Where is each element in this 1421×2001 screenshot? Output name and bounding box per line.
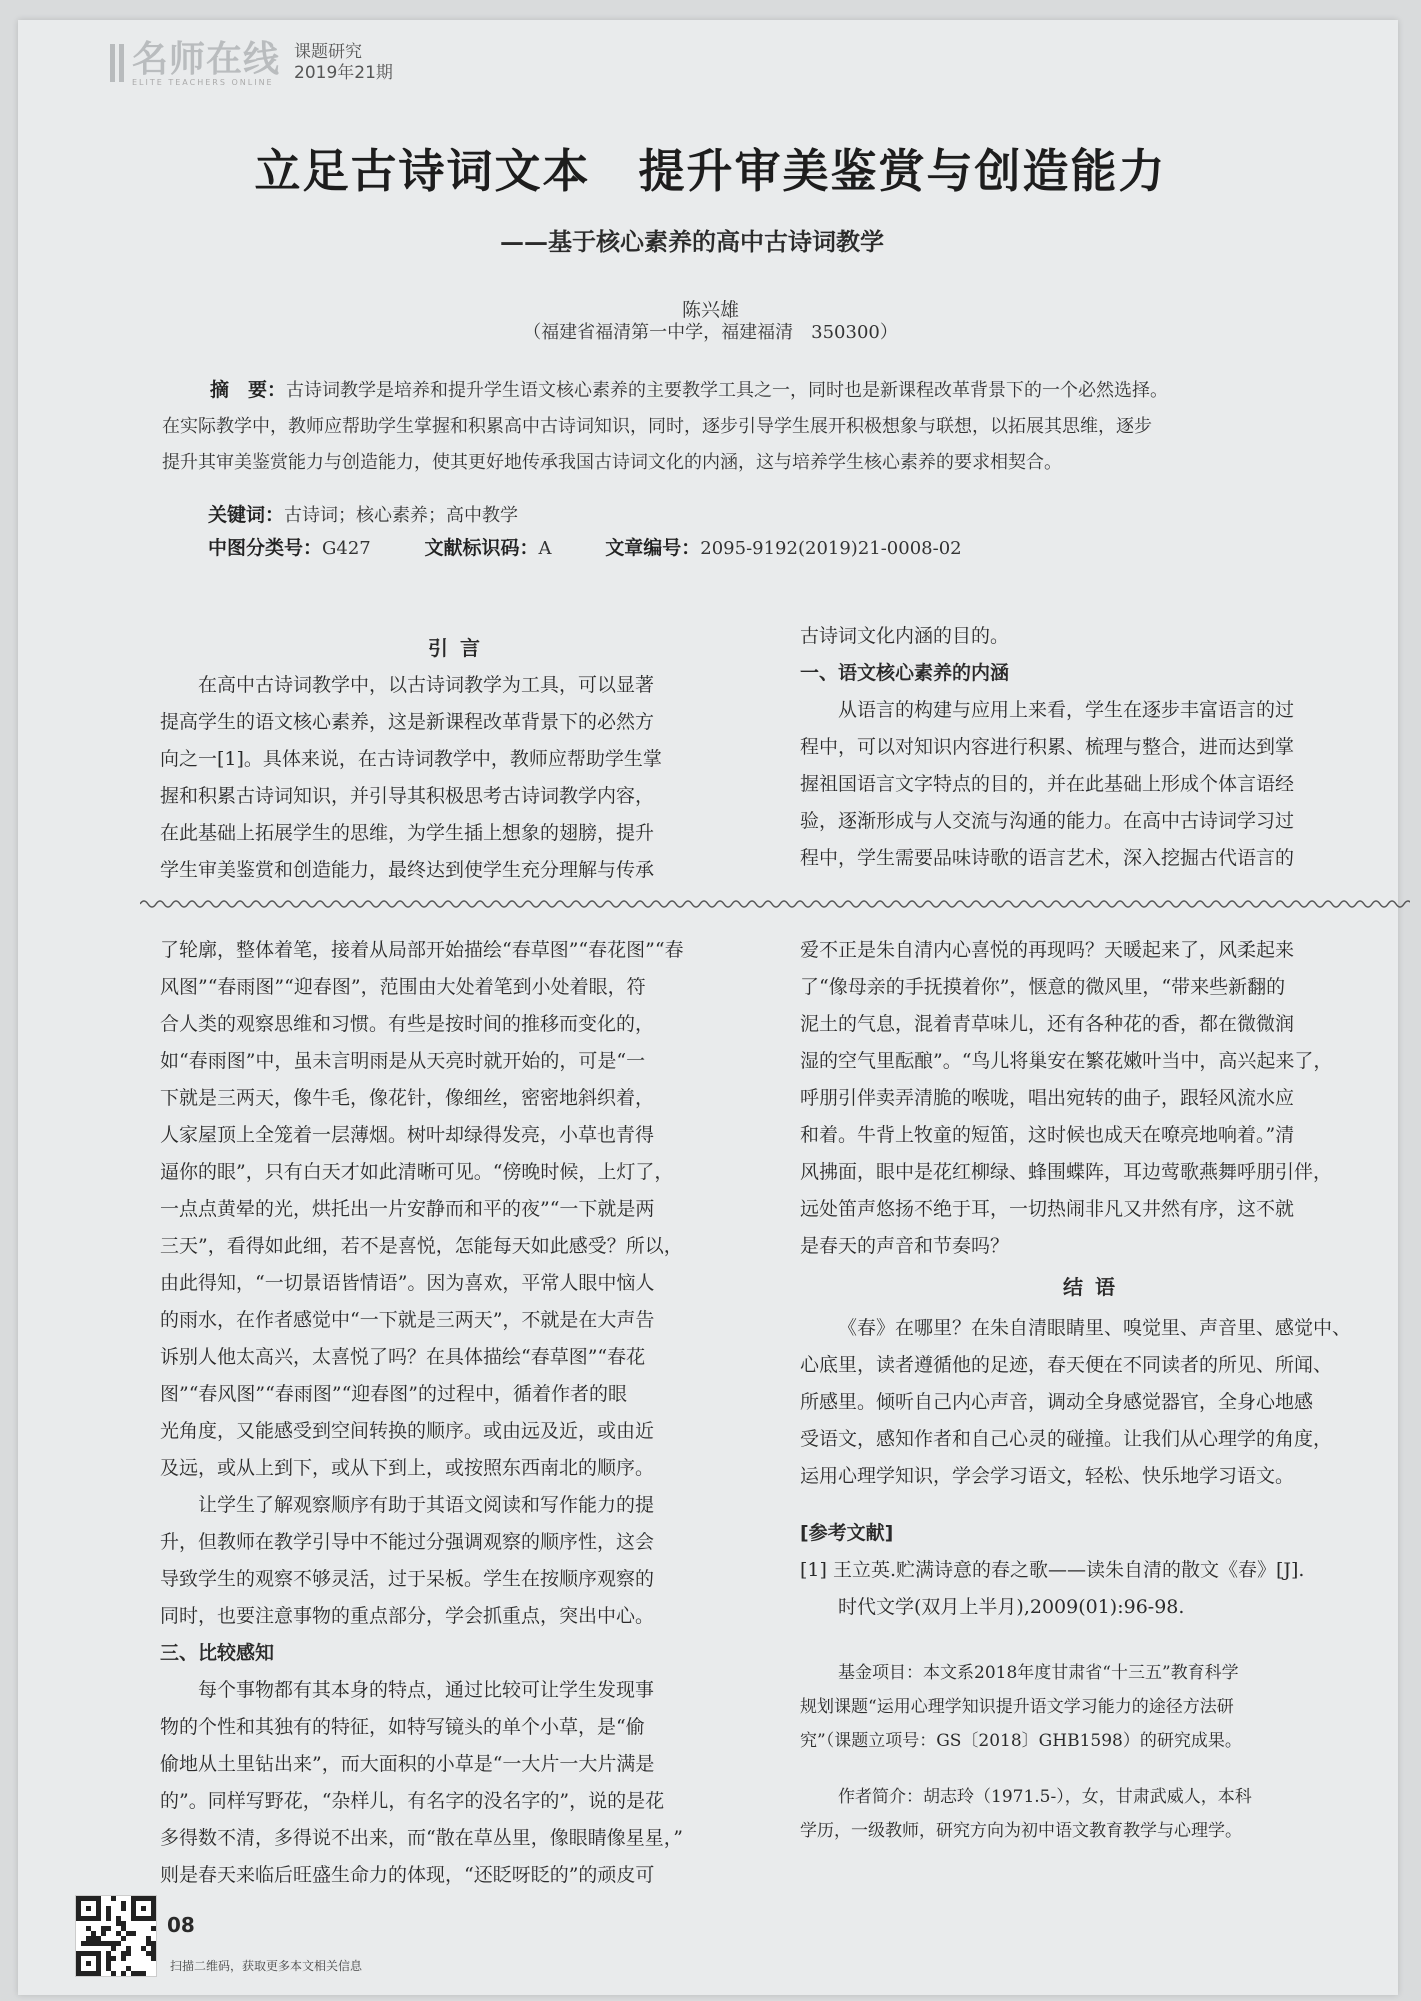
text-line: 及远，或从上到下，或从下到上，或按照东西南北的顺序。	[160, 1457, 655, 1479]
text-line: 向之一[1]。具体来说，在古诗词教学中，教师应帮助学生掌	[160, 748, 662, 770]
text-line: 古诗词文化内涵的目的。	[800, 625, 1010, 647]
text-line: 和着。牛背上牧童的短笛，这时候也成天在嘹亮地响着。”清	[800, 1124, 1295, 1146]
text-line: 程中，学生需要品味诗歌的语言艺术，深入挖掘古代语言的	[800, 847, 1295, 869]
page-footer	[75, 1895, 363, 1977]
text-line: 偷地从土里钻出来”，而大面积的小草是“一大片一大片满是	[160, 1753, 655, 1775]
text-line: 逼你的眼”，只有白天才如此清晰可见。“傍晚时候，上灯了，	[160, 1161, 674, 1183]
text-line: 所感里。倾听自己内心声音，调动全身感觉器官，全身心地感	[800, 1391, 1314, 1413]
author-affiliation: （福建省福清第一中学，福建福清 350300）	[523, 322, 898, 343]
reference-item: [1] 王立英.贮满诗意的春之歌——读朱自清的散文《春》[J].	[800, 1559, 1305, 1581]
text-line: 人家屋顶上全笼着一层薄烟。树叶却绿得发亮，小草也青得	[160, 1124, 655, 1146]
text-line: 从语言的构建与应用上来看，学生在逐步丰富语言的过	[838, 699, 1295, 721]
reference-item: 时代文学(双月上半月),2009(01):96-98.	[800, 1596, 1185, 1618]
text-line: 了轮廓，整体着笔，接着从局部开始描绘“春草图”“春花图”“春	[160, 939, 684, 961]
section-heading-1: 一、语文核心素养的内涵	[800, 662, 1010, 684]
text-line: 的”。同样写野花，“杂样儿，有名字的没名字的”，说的是花	[160, 1790, 665, 1812]
text-line: 提高学生的语文核心素养，这是新课程改革背景下的必然方	[160, 711, 655, 733]
text-line: 风图”“春雨图”“迎春图”，范围由大处着笔到小处着眼，符	[160, 976, 646, 998]
text-line: 湿的空气里酝酿”。“鸟儿将巢安在繁花嫩叶当中，高兴起来了，	[800, 1050, 1333, 1072]
text-line: 图”“春风图”“春雨图”“迎春图”的过程中，循着作者的眼	[160, 1383, 627, 1405]
text-line: 验，逐渐形成与人交流与沟通的能力。在高中古诗词学习过	[800, 810, 1295, 832]
text-line: 多得数不清，多得说不出来，而“散在草丛里，像眼睛像星星，”	[160, 1827, 683, 1849]
author-name: 陈兴雄	[681, 299, 739, 321]
text-line: 握祖国语言文字特点的目的，并在此基础上形成个体言语经	[800, 773, 1295, 795]
text-line: 下就是三两天，像牛毛，像花针，像细丝，密密地斜织着，	[160, 1087, 655, 1109]
keywords	[208, 500, 518, 527]
lower-right-column	[800, 932, 1390, 1848]
fund-line: 基金项目：本文系2018年度甘肃省“十三五”教育科学	[838, 1663, 1239, 1683]
text-line: 同时，也要注意事物的重点部分，学会抓重点，突出中心。	[160, 1605, 655, 1627]
journal-meta	[294, 42, 393, 84]
text-line: 的雨水，在作者感觉中“一下就是三两天”，不就是在大声告	[160, 1309, 655, 1331]
article-subtitle: ——基于核心素养的高中古诗词教学	[500, 227, 884, 256]
text-line: 了“像母亲的手抚摸着你”，惬意的微风里，“带来些新翻的	[800, 976, 1286, 998]
section-name: 课题研究	[294, 42, 363, 62]
text-line: 《春》在哪里？在朱自清眼睛里、嗅觉里、声音里、感觉中、	[838, 1317, 1352, 1339]
journal-logo: 名师在线 ELITE TEACHERS ONLINE	[132, 39, 281, 87]
article-number: 2095-9192(2019)21-0008-02	[700, 538, 962, 559]
page-number: 08	[167, 1913, 195, 1937]
journal-header	[110, 40, 393, 87]
intro-heading: 引言	[428, 636, 492, 660]
intro-section	[160, 630, 760, 889]
wavy-divider	[140, 898, 1410, 910]
doc-code: A	[538, 538, 552, 559]
text-line: 光角度，又能感受到空间转换的顺序。或由远及近，或由近	[160, 1420, 655, 1442]
core-literacy-section	[800, 618, 1390, 877]
text-line: 握和积累古诗词知识，并引导其积极思考古诗词教学内容，	[160, 785, 655, 807]
text-line: 诉别人他太高兴，太喜悦了吗？在具体描绘“春草图”“春花	[160, 1346, 646, 1368]
text-line: 是春天的声音和节奏吗？	[800, 1235, 1010, 1257]
text-line: 程中，可以对知识内容进行积累、梳理与整合，进而达到掌	[800, 736, 1295, 758]
text-line: 运用心理学知识，学会学习语文，轻松、快乐地学习语文。	[800, 1465, 1295, 1487]
bio-line: 学历，一级教师，研究方向为初中语文教育教学与心理学。	[800, 1821, 1242, 1841]
qr-caption: 扫描二维码，获取更多本文相关信息	[170, 1959, 363, 1973]
clc-code: G427	[322, 538, 371, 559]
text-line: 呼朋引伴卖弄清脆的喉咙，唱出宛转的曲子，跟轻风流水应	[800, 1087, 1295, 1109]
abstract-label: 摘 要：	[210, 379, 287, 401]
text-line: 每个事物都有其本身的特点，通过比较可让学生发现事	[198, 1679, 655, 1701]
keywords-text: 古诗词；核心素养；高中教学	[284, 505, 519, 526]
conclusion-heading: 结语	[1063, 1275, 1127, 1299]
lower-left-column	[160, 932, 760, 1894]
keywords-label: 关键词：	[208, 504, 285, 526]
text-line: 风拂面，眼中是花红柳绿、蜂围蝶阵，耳边莺歌燕舞呼朋引伴，	[800, 1161, 1333, 1183]
abstract-line: 在实际教学中，教师应帮助学生掌握和积累高中古诗词知识，同时，逐步引导学生展开积极想象与联想，以拓展其思维，逐步	[162, 416, 1152, 437]
issue-number: 2019年21期	[294, 63, 393, 83]
abstract	[162, 372, 1392, 481]
classification-line: 中图分类号：G427 文献标识码：A 文章编号：2095-9192(2019)21-0008-02	[208, 537, 962, 559]
text-line: 在此基础上拓展学生的思维，为学生插上想象的翅膀，提升	[160, 822, 655, 844]
fund-line: 规划课题“运用心理学知识提升语文学习能力的途径方法研	[800, 1697, 1234, 1717]
section-heading-3: 三、比较感知	[160, 1642, 275, 1664]
article-title: 立足古诗词文本 提升审美鉴赏与创造能力	[254, 144, 1167, 198]
text-line: 远处笛声悠扬不绝于耳，一切热闹非凡又井然有序，这不就	[800, 1198, 1295, 1220]
text-line: 物的个性和其独有的特征，如特写镜头的单个小草，是“偷	[160, 1716, 645, 1738]
text-line: 则是春天来临后旺盛生命力的体现，“还眨呀眨的”的顽皮可	[160, 1864, 655, 1886]
abstract-line: 提升其审美鉴赏能力与创造能力，使其更好地传承我国古诗词文化的内涵，这与培养学生核心素养的要求相契合。	[162, 452, 1062, 473]
text-line: 三天”，看得如此细，若不是喜悦，怎能每天如此感受？所以，	[160, 1235, 683, 1257]
text-line: 让学生了解观察顺序有助于其语文阅读和写作能力的提	[198, 1494, 655, 1516]
text-line: 学生审美鉴赏和创造能力，最终达到使学生充分理解与传承	[160, 859, 655, 881]
text-line: 在高中古诗词教学中，以古诗词教学为工具，可以显著	[198, 674, 655, 696]
qr-code[interactable]	[75, 1895, 157, 1977]
text-line: 爱不正是朱自清内心喜悦的再现吗？天暖起来了，风柔起来	[800, 939, 1295, 961]
text-line: 如“春雨图”中，虽未言明雨是从天亮时就开始的，可是“一	[160, 1050, 646, 1072]
bio-line: 作者简介：胡志玲（1971.5-），女，甘肃武威人，本科	[838, 1787, 1252, 1807]
text-line: 心底里，读者遵循他的足迹，春天便在不同读者的所见、所闻、	[800, 1354, 1333, 1376]
text-line: 泥土的气息，混着青草味儿，还有各种花的香，都在微微润	[800, 1013, 1295, 1035]
abstract-line: 古诗词教学是培养和提升学生语文核心素养的主要教学工具之一，同时也是新课程改革背景下的一个必然选择。	[286, 380, 1169, 401]
logo-bars	[110, 44, 124, 82]
fund-line: 究”（课题立项号：GS〔2018〕GHB1598）的研究成果。	[800, 1731, 1242, 1751]
text-line: 升，但教师在教学引导中不能过分强调观察的顺序性，这会	[160, 1531, 655, 1553]
text-line: 导致学生的观察不够灵活，过于呆板。学生在按顺序观察的	[160, 1568, 655, 1590]
text-line: 由此得知，“一切景语皆情语”。因为喜欢，平常人眼中恼人	[160, 1272, 655, 1294]
text-line: 合人类的观察思维和习惯。有些是按时间的推移而变化的，	[160, 1013, 655, 1035]
text-line: 一点点黄晕的光，烘托出一片安静而和平的夜”“一下就是两	[160, 1198, 655, 1220]
text-line: 受语文，感知作者和自己心灵的碰撞。让我们从心理学的角度，	[800, 1428, 1333, 1450]
references-heading: [参考文献]	[800, 1522, 894, 1544]
